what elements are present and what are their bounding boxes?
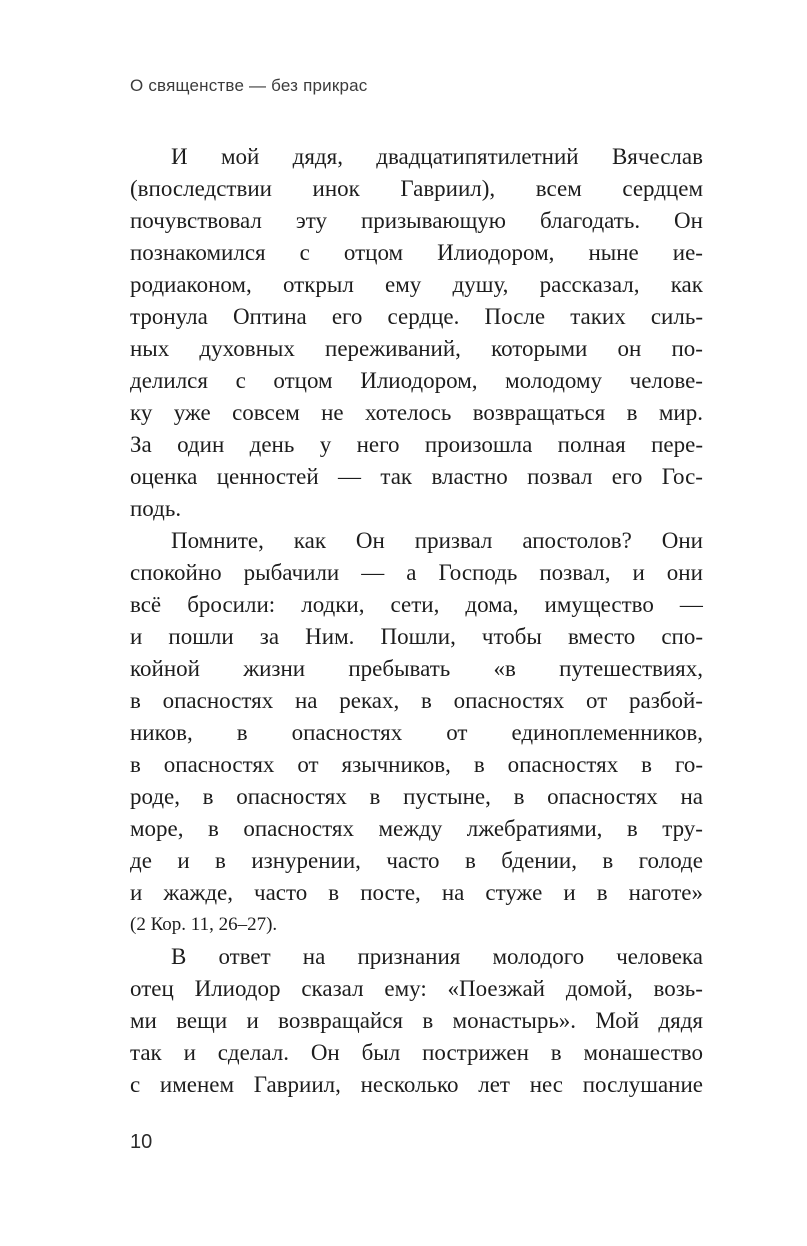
word: совсем	[232, 400, 300, 425]
word: в	[641, 752, 653, 777]
word: единоплеменников,	[511, 720, 703, 745]
word: мой	[220, 144, 260, 169]
word: в	[602, 848, 614, 873]
text-line	[130, 269, 703, 301]
word: отцом	[343, 240, 404, 265]
word: его	[331, 304, 363, 329]
word: в	[550, 1040, 562, 1065]
text-line	[130, 333, 703, 365]
word: бдении,	[501, 848, 577, 873]
word: лет	[478, 1072, 510, 1097]
word: монашество	[583, 1040, 703, 1065]
text-line	[130, 525, 703, 557]
word: один	[177, 432, 225, 457]
word: сделал.	[217, 1040, 289, 1065]
word: стуже	[485, 880, 543, 905]
word: дядя	[658, 1008, 703, 1033]
word: Пошли,	[380, 624, 456, 649]
word: в	[513, 784, 525, 809]
text-line	[130, 557, 703, 589]
word: го-	[674, 752, 703, 777]
word: призывающую	[360, 208, 506, 233]
text-line	[130, 429, 703, 461]
word: мир.	[658, 400, 703, 425]
word: —	[338, 464, 362, 489]
word: наготе»	[628, 880, 703, 905]
word: дядя,	[292, 144, 343, 169]
word: лжебратиями,	[466, 816, 603, 841]
word: апостолов?	[522, 528, 632, 553]
word: от	[297, 752, 319, 777]
word: Помните,	[171, 528, 264, 553]
word: а	[406, 560, 417, 585]
word: с	[299, 240, 310, 265]
word: реках,	[339, 688, 400, 713]
word: в	[422, 1008, 434, 1033]
text-line	[130, 813, 703, 845]
word: и	[246, 1008, 259, 1033]
word: пустыне,	[403, 784, 491, 809]
word: духовных	[199, 336, 295, 361]
text-line	[130, 237, 703, 269]
word: оценка	[130, 464, 198, 489]
running-head: О священстве — без прикрас	[130, 76, 368, 95]
word: Илиодор	[194, 976, 281, 1001]
text-block	[130, 141, 703, 1101]
word: опасностях	[243, 816, 354, 841]
word: признания	[357, 944, 461, 969]
word: Он	[310, 1040, 340, 1065]
word: опасностях	[163, 752, 275, 777]
text-line	[130, 365, 703, 397]
text-line: подь.	[130, 496, 182, 521]
word: Гос-	[661, 464, 703, 489]
word: почувствовал	[130, 208, 262, 233]
word: душу,	[452, 272, 509, 297]
text-line	[130, 973, 703, 1005]
word: опасностях	[453, 688, 565, 713]
word: разбой-	[628, 688, 703, 713]
word: ценностей	[216, 464, 319, 489]
word: инок	[312, 176, 360, 201]
text-line	[130, 1005, 703, 1037]
word: рыбачили	[243, 560, 340, 585]
word: так	[380, 464, 413, 489]
word: Он	[674, 208, 703, 233]
word: родиаконом,	[130, 272, 252, 297]
text-line	[130, 717, 703, 749]
word: позвал	[527, 464, 593, 489]
word: за	[259, 624, 280, 649]
word: спо-	[661, 624, 703, 649]
word: день	[249, 432, 295, 457]
word: возвращаться	[472, 400, 606, 425]
word: благодать.	[539, 208, 641, 233]
word: изнурении,	[251, 848, 361, 873]
word: на	[441, 880, 465, 905]
word: ему:	[384, 976, 427, 1001]
word: в	[236, 720, 248, 745]
word: голоде	[638, 848, 703, 873]
word: ие-	[672, 240, 703, 265]
word: его	[611, 464, 643, 489]
word: язычников,	[341, 752, 451, 777]
text-line	[130, 685, 703, 717]
word: послушание	[582, 1072, 703, 1097]
word: За	[130, 432, 152, 457]
word: несколько	[360, 1072, 459, 1097]
word: как	[670, 272, 703, 297]
text-line	[130, 621, 703, 653]
word: ответ	[218, 944, 271, 969]
word: «Поезжай	[447, 976, 545, 1001]
word: имущество	[544, 592, 654, 617]
word: и	[177, 848, 190, 873]
word: тру-	[662, 816, 703, 841]
word: часто	[386, 848, 440, 873]
word: вещи	[176, 1008, 228, 1033]
word: пребывать	[348, 656, 451, 681]
word: в	[207, 816, 219, 841]
word: двадцатипятилетний	[376, 144, 579, 169]
word: с	[130, 1072, 141, 1097]
word: ми	[130, 1008, 157, 1033]
text-line	[130, 205, 703, 237]
word: вместо	[567, 624, 636, 649]
word: человека	[616, 944, 703, 969]
word: и	[563, 880, 576, 905]
word: посте,	[360, 880, 421, 905]
word: от	[446, 720, 468, 745]
word: и	[130, 880, 143, 905]
word: опасностях	[507, 752, 619, 777]
text-line	[130, 749, 703, 781]
word: Ним.	[305, 624, 355, 649]
paragraph	[130, 141, 703, 525]
word: ников,	[130, 720, 193, 745]
word: —	[679, 592, 703, 617]
word: (впоследствии	[130, 176, 272, 201]
word: и	[632, 560, 645, 585]
word: Гавриил),	[400, 176, 496, 201]
text-line	[130, 877, 703, 909]
word: силь-	[650, 304, 703, 329]
text-line	[130, 141, 703, 173]
word: де	[130, 848, 152, 873]
word: нес	[529, 1072, 563, 1097]
word: он	[617, 336, 642, 361]
text-line	[130, 1069, 703, 1101]
text-line	[130, 781, 703, 813]
word: часто	[254, 880, 308, 905]
word: и	[183, 1040, 196, 1065]
word: переживаний,	[325, 336, 461, 361]
word: спокойно	[130, 560, 222, 585]
word: властно	[431, 464, 508, 489]
word: от	[586, 688, 608, 713]
word: Они	[661, 528, 703, 553]
word: позвал,	[539, 560, 611, 585]
word: После	[484, 304, 546, 329]
text-line	[130, 173, 703, 205]
paragraph	[130, 525, 703, 941]
word: отец	[130, 976, 174, 1001]
word: именем	[159, 1072, 235, 1097]
word: молодого	[492, 944, 585, 969]
word: сказал	[301, 976, 364, 1001]
word: Гавриил,	[253, 1072, 341, 1097]
word: Он	[355, 528, 385, 553]
word: познакомился	[130, 240, 266, 265]
word: открыл	[282, 272, 354, 297]
word: в	[626, 816, 638, 841]
word: море,	[130, 816, 184, 841]
word: в	[130, 688, 141, 713]
word: молодому	[505, 368, 603, 393]
word: в	[421, 688, 432, 713]
word: в	[328, 880, 340, 905]
word: которыми	[491, 336, 588, 361]
text-line: (2 Кор. 11, 26–27).	[130, 914, 278, 935]
word: И	[171, 144, 188, 169]
word: монастырь».	[452, 1008, 577, 1033]
word: у	[319, 432, 332, 457]
word: сердце.	[387, 304, 460, 329]
word: опасностях	[291, 720, 403, 745]
word: опасностях	[547, 784, 658, 809]
word: Господь	[438, 560, 518, 585]
word: лодки,	[301, 592, 365, 617]
word: путешествиях,	[559, 656, 703, 681]
word: Вячеслав	[611, 144, 703, 169]
word: опасностях	[162, 688, 274, 713]
word: в	[215, 848, 226, 873]
word: на	[680, 784, 703, 809]
word: хотелось	[365, 400, 452, 425]
word: в	[130, 752, 141, 777]
word: него	[356, 432, 400, 457]
word: чтобы	[481, 624, 542, 649]
word: не	[321, 400, 344, 425]
word: ныне	[588, 240, 639, 265]
text-line	[130, 653, 703, 685]
page-number: 10	[130, 1131, 153, 1153]
word: опасностях	[236, 784, 347, 809]
word: тронула	[130, 304, 208, 329]
word: Илиодором,	[437, 240, 555, 265]
word: в	[202, 784, 214, 809]
text-line	[130, 397, 703, 429]
word: пере-	[651, 432, 703, 457]
word: на	[295, 688, 318, 713]
word: призвал	[414, 528, 493, 553]
word: ку	[130, 400, 153, 425]
word: «в	[493, 656, 516, 681]
word: роде,	[130, 784, 180, 809]
word: с	[235, 368, 246, 393]
word: и	[130, 624, 143, 649]
text-line	[130, 589, 703, 621]
text-line	[130, 941, 703, 973]
text-line	[130, 845, 703, 877]
word: в	[626, 400, 638, 425]
word: Илиодором,	[360, 368, 478, 393]
word: как	[293, 528, 326, 553]
word: пошли	[168, 624, 234, 649]
text-line	[130, 1037, 703, 1069]
word: в	[464, 848, 476, 873]
word: возвращайся	[278, 1008, 403, 1033]
word: жизни	[243, 656, 306, 681]
word: койной	[130, 656, 200, 681]
word: между	[378, 816, 443, 841]
word: ему	[385, 272, 422, 297]
word: В	[171, 944, 187, 969]
word: в	[369, 784, 381, 809]
word: возь-	[653, 976, 703, 1001]
word: произошла	[424, 432, 533, 457]
word: сердцем	[622, 176, 703, 201]
word: дома,	[465, 592, 519, 617]
word: был	[361, 1040, 401, 1065]
word: по-	[671, 336, 703, 361]
word: в	[473, 752, 485, 777]
word: —	[361, 560, 385, 585]
word: делился	[130, 368, 208, 393]
word: челове-	[629, 368, 703, 393]
word: пострижен	[422, 1040, 529, 1065]
word: всё	[130, 592, 162, 617]
word: полная	[557, 432, 626, 457]
word: домой,	[565, 976, 633, 1001]
word: они	[666, 560, 703, 585]
word: в	[596, 880, 608, 905]
word: таких	[570, 304, 626, 329]
word: сети,	[390, 592, 440, 617]
text-line	[130, 301, 703, 333]
word: так	[130, 1040, 162, 1065]
word: жажде,	[163, 880, 233, 905]
word: на	[302, 944, 326, 969]
text-line	[130, 461, 703, 493]
word: Мой	[595, 1008, 640, 1033]
word: всем	[535, 176, 582, 201]
word: рассказал,	[539, 272, 640, 297]
word: бросили:	[187, 592, 276, 617]
paragraph	[130, 941, 703, 1101]
word: уже	[173, 400, 211, 425]
word: Оптина	[232, 304, 307, 329]
word: ных	[130, 336, 170, 361]
word: эту	[295, 208, 328, 233]
word: отцом	[273, 368, 333, 393]
